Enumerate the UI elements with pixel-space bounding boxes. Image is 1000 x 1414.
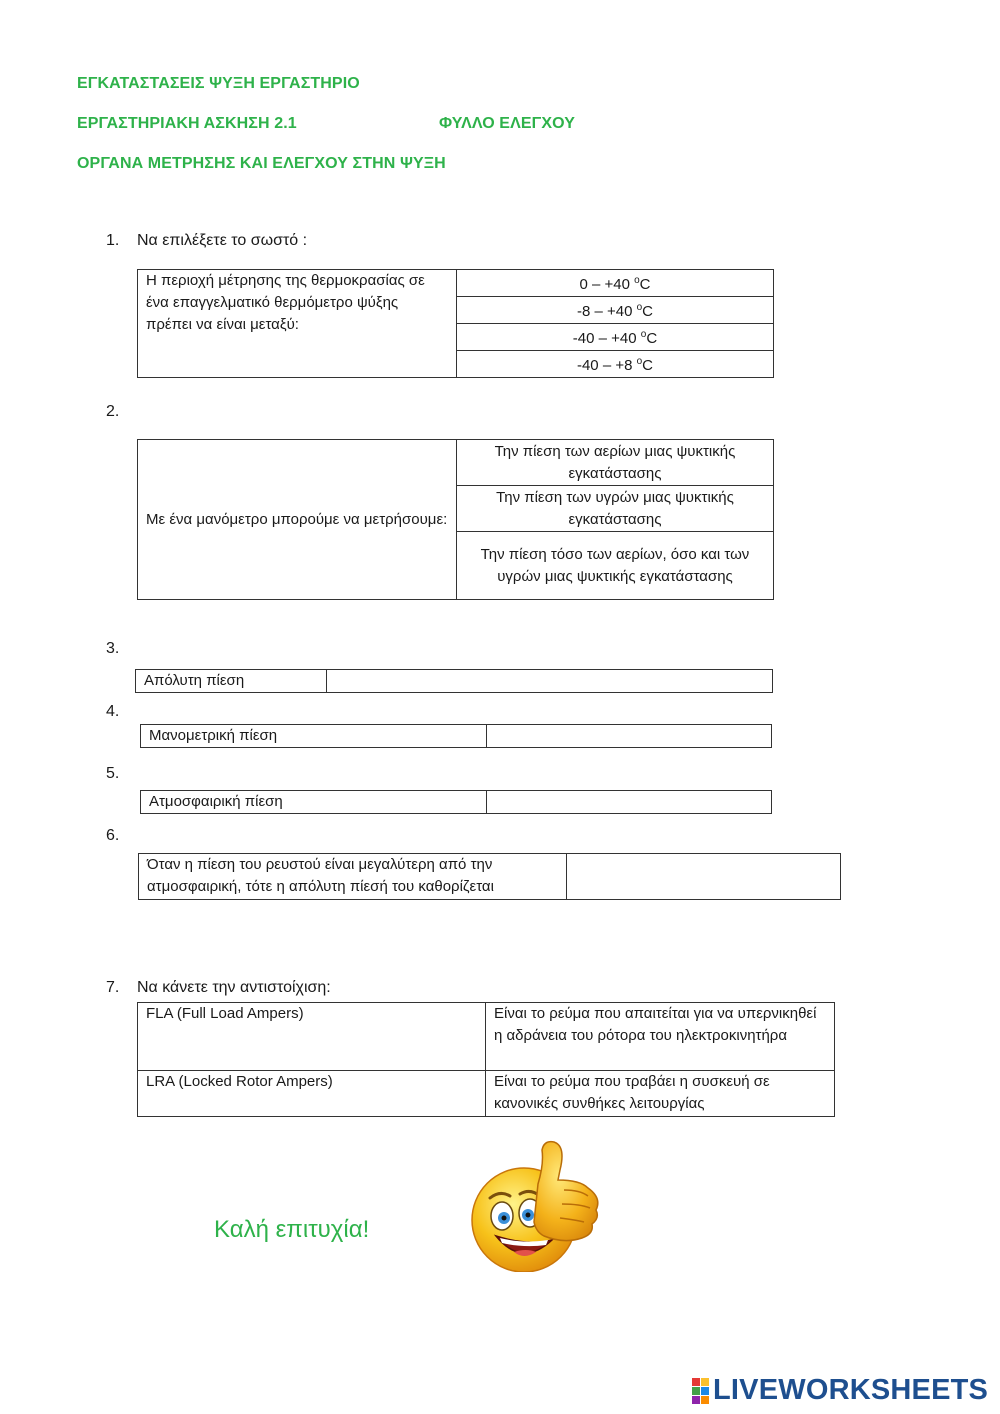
q3-answer-field[interactable]: [327, 670, 773, 693]
q6-answer-field[interactable]: [567, 854, 841, 900]
liveworksheets-logo-blocks-icon: [692, 1378, 709, 1404]
q3-label: Απόλυτη πίεση: [136, 670, 327, 693]
q7-term-2[interactable]: LRA (Locked Rotor Ampers): [138, 1071, 486, 1117]
q7-table: [137, 1002, 835, 1117]
q6-question: Όταν η πίεση του ρευστού είναι μεγαλύτερη από την ατμοσφαιρική, τότε η απόλυτη πίεσή του καθορίζεται: [139, 854, 567, 900]
q1-number: 1.: [106, 232, 120, 249]
q4-table: [140, 724, 772, 748]
q4-label: Μανομετρική πίεση: [141, 725, 487, 748]
q7-definition-1[interactable]: Είναι το ρεύμα που απαιτείται για να υπερνικηθεί η αδράνεια του ρότορα του ηλεκτροκινητήρα: [486, 1003, 835, 1071]
q1-option-2[interactable]: -8 – +40 $^o$C: [457, 297, 774, 324]
title-line-2-left: ΕΡΓΑΣΤΗΡΙΑΚΗ ΑΣΚΗΣΗ 2.1: [77, 115, 297, 132]
liveworksheets-logo: [692, 1374, 988, 1407]
q6-table: [138, 853, 841, 900]
good-luck-text: Καλή επιτυχία!: [214, 1216, 370, 1243]
q1-question: Η περιοχή μέτρησης της θερμοκρασίας σε ένα επαγγελματικό θερμόμετρο ψύξης πρέπει να είναι μεταξύ:: [138, 270, 457, 378]
q7-term-1[interactable]: FLA (Full Load Ampers): [138, 1003, 486, 1071]
title-line-2-right: ΦΥΛΛΟ ΕΛΕΓΧΟΥ: [439, 115, 575, 132]
q2-table: [137, 439, 774, 600]
q3-table: [135, 669, 773, 693]
q2-number: 2.: [106, 403, 120, 420]
title-line-3: ΟΡΓΑΝΑ ΜΕΤΡΗΣΗΣ ΚΑΙ ΕΛΕΓΧΟΥ ΣΤΗΝ ΨΥΞΗ: [77, 155, 446, 172]
q7-number: 7.: [106, 979, 120, 996]
q5-number: 5.: [106, 765, 120, 782]
q3-number: 3.: [106, 640, 120, 657]
q5-answer-field[interactable]: [487, 791, 772, 814]
thumbs-up-smiley-icon: [464, 1140, 609, 1272]
q4-answer-field[interactable]: [487, 725, 772, 748]
q6-number: 6.: [106, 827, 120, 844]
q5-table: [140, 790, 772, 814]
q5-label: Ατμοσφαιρική πίεση: [141, 791, 487, 814]
q2-question: Με ένα μανόμετρο μπορούμε να μετρήσουμε:: [138, 440, 457, 600]
q7-prompt: Να κάνετε την αντιστοίχιση:: [137, 979, 331, 996]
q1-option-3[interactable]: -40 – +40 $^o$C: [457, 324, 774, 351]
liveworksheets-brand: LIVEWORKSHEETS: [713, 1374, 989, 1406]
q7-definition-2[interactable]: Είναι το ρεύμα που τραβάει η συσκευή σε κανονικές συνθήκες λειτουργίας: [486, 1071, 835, 1117]
q4-number: 4.: [106, 703, 120, 720]
q1-prompt: Να επιλέξετε το σωστό :: [137, 232, 308, 249]
q2-option-2[interactable]: Την πίεση των υγρών μιας ψυκτικής εγκατάστασης: [457, 486, 774, 532]
q1-table: [137, 269, 774, 378]
title-line-1: ΕΓΚΑΤΑΣΤΑΣΕΙΣ ΨΥΞΗ ΕΡΓΑΣΤΗΡΙΟ: [77, 75, 360, 92]
q2-option-1[interactable]: Την πίεση των αερίων μιας ψυκτικής εγκατάστασης: [457, 440, 774, 486]
q2-option-3[interactable]: Την πίεση τόσο των αερίων, όσο και των υγρών μιας ψυκτικής εγκατάστασης: [457, 532, 774, 600]
q1-option-4[interactable]: -40 – +8 $^o$C: [457, 351, 774, 378]
q1-option-1[interactable]: 0 – +40 $^o$C: [457, 270, 774, 297]
